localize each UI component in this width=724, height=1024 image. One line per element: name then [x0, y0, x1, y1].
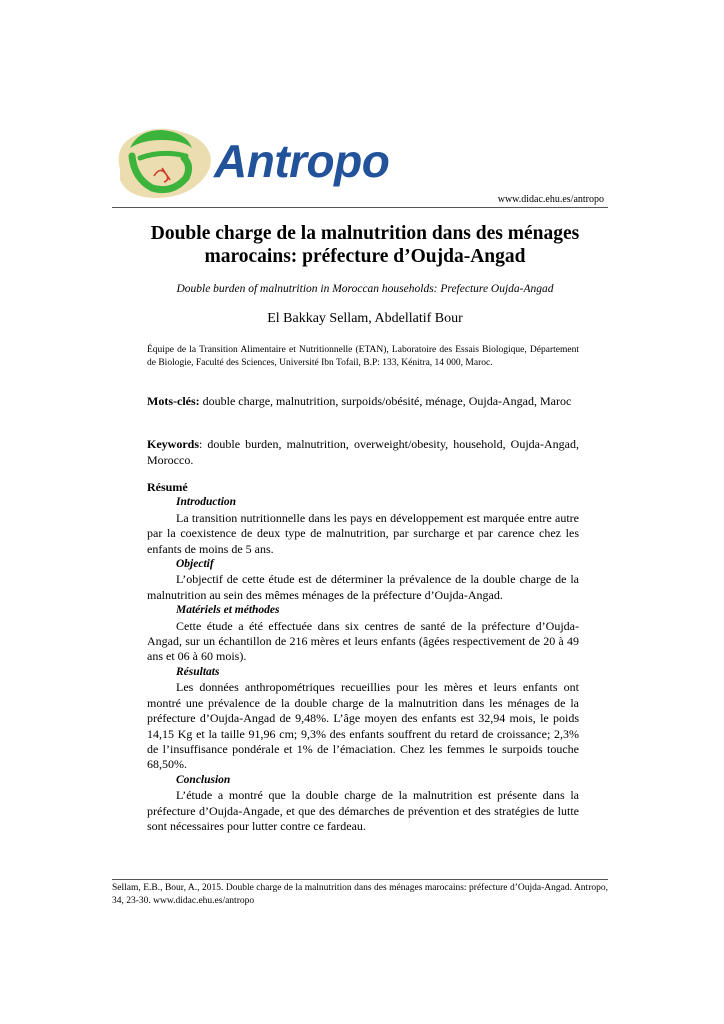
mots-cles-text: double charge, malnutrition, surpoids/obésité, ménage, Oujda-Angad, Maroc: [199, 394, 572, 408]
article-title-english: Double burden of malnutrition in Moroccan households: Prefecture Oujda-Angad: [176, 283, 554, 295]
affiliation: Équipe de la Transition Alimentaire et Nutritionnelle (ETAN), Laboratoire des Essais Biologique, Département de Biologie, Faculté des Sciences, Université Ibn Tofail, B.P: 133, Kénitra, 14 000, Maroc.: [147, 345, 579, 368]
abstract: [147, 480, 579, 834]
mots-cles: [147, 393, 579, 409]
section-title-conclusion: Conclusion: [176, 773, 231, 786]
section-text-methodes: Cette étude a été effectuée dans six centres de santé de la préfecture d’Oujda-Angad, sur un échantillon de 216 mères et leurs enfants (âgées respectivement de 20 à 49 ans et 06 à 60 mois).: [147, 618, 579, 664]
section-text-introduction: La transition nutritionnelle dans les pays en développement est marquée entre autre par la coexistence de deux type de malnutrition, par surcharge et par carence chez les enfants de moins de 5 ans.: [147, 510, 579, 556]
journal-url[interactable]: www.didac.ehu.es/antropo: [497, 194, 604, 205]
section-title-objectif: Objectif: [176, 558, 214, 571]
section-title-resultats: Résultats: [176, 665, 220, 678]
article-title: Double charge de la malnutrition dans des ménages marocains: préfecture d’Oujda-Angad: [150, 223, 580, 267]
authors: El Bakkay Sellam, Abdellatif Bour: [267, 311, 463, 326]
mots-cles-label: Mots-clés:: [147, 394, 200, 408]
antropo-logo-icon: [112, 118, 216, 209]
section-text-resultats: Les données anthropométriques recueillies pour les mères et leurs enfants ont montré une prévalence de la double charge de la malnutrition dans les ménages de la préfecture d’Oujda-Angad de 9,48%. L’âge moyen des enfants est 32,94 mois, le poids 14,15 Kg et la taille 91,96 cm; 9,3% des enfants souffrent du retard de croissance; 2,3% de l’insuffisance pondérale et 1% de l’émaciation. Chez les femmes le surpoids touche 68,50%.: [147, 680, 579, 772]
section-title-introduction: Introduction: [176, 496, 237, 509]
journal-name: Antropo: [214, 135, 390, 187]
keywords-label: Keywords: [147, 437, 199, 451]
keywords: [147, 436, 579, 468]
citation-footer: Sellam, E.B., Bour, A., 2015. Double charge de la malnutrition dans des ménages marocains: préfecture d’Oujda-Angad. Antropo, 34, 23-30. www.didac.ehu.es/antropo: [112, 883, 608, 906]
abstract-heading: Résumé: [147, 480, 188, 494]
section-title-methodes: Matériels et méthodes: [176, 604, 280, 617]
footer-divider: [112, 879, 608, 880]
header-divider: [112, 207, 608, 208]
section-text-conclusion: L’étude a montré que la double charge de la malnutrition est présente dans la préfecture d’Oujda-Angade, et que des démarches de prévention et des stratégies de lutte sont nécessaires pour lutter contre ce fardeau.: [147, 788, 579, 833]
keywords-text: : double burden, malnutrition, overweight/obesity, household, Oujda-Angad, Morocco.: [147, 437, 579, 467]
section-text-objectif: L’objectif de cette étude est de déterminer la prévalence de la double charge de la malnutrition au sein des mêmes ménages de la préfecture d’Oujda-Angad.: [147, 572, 579, 602]
